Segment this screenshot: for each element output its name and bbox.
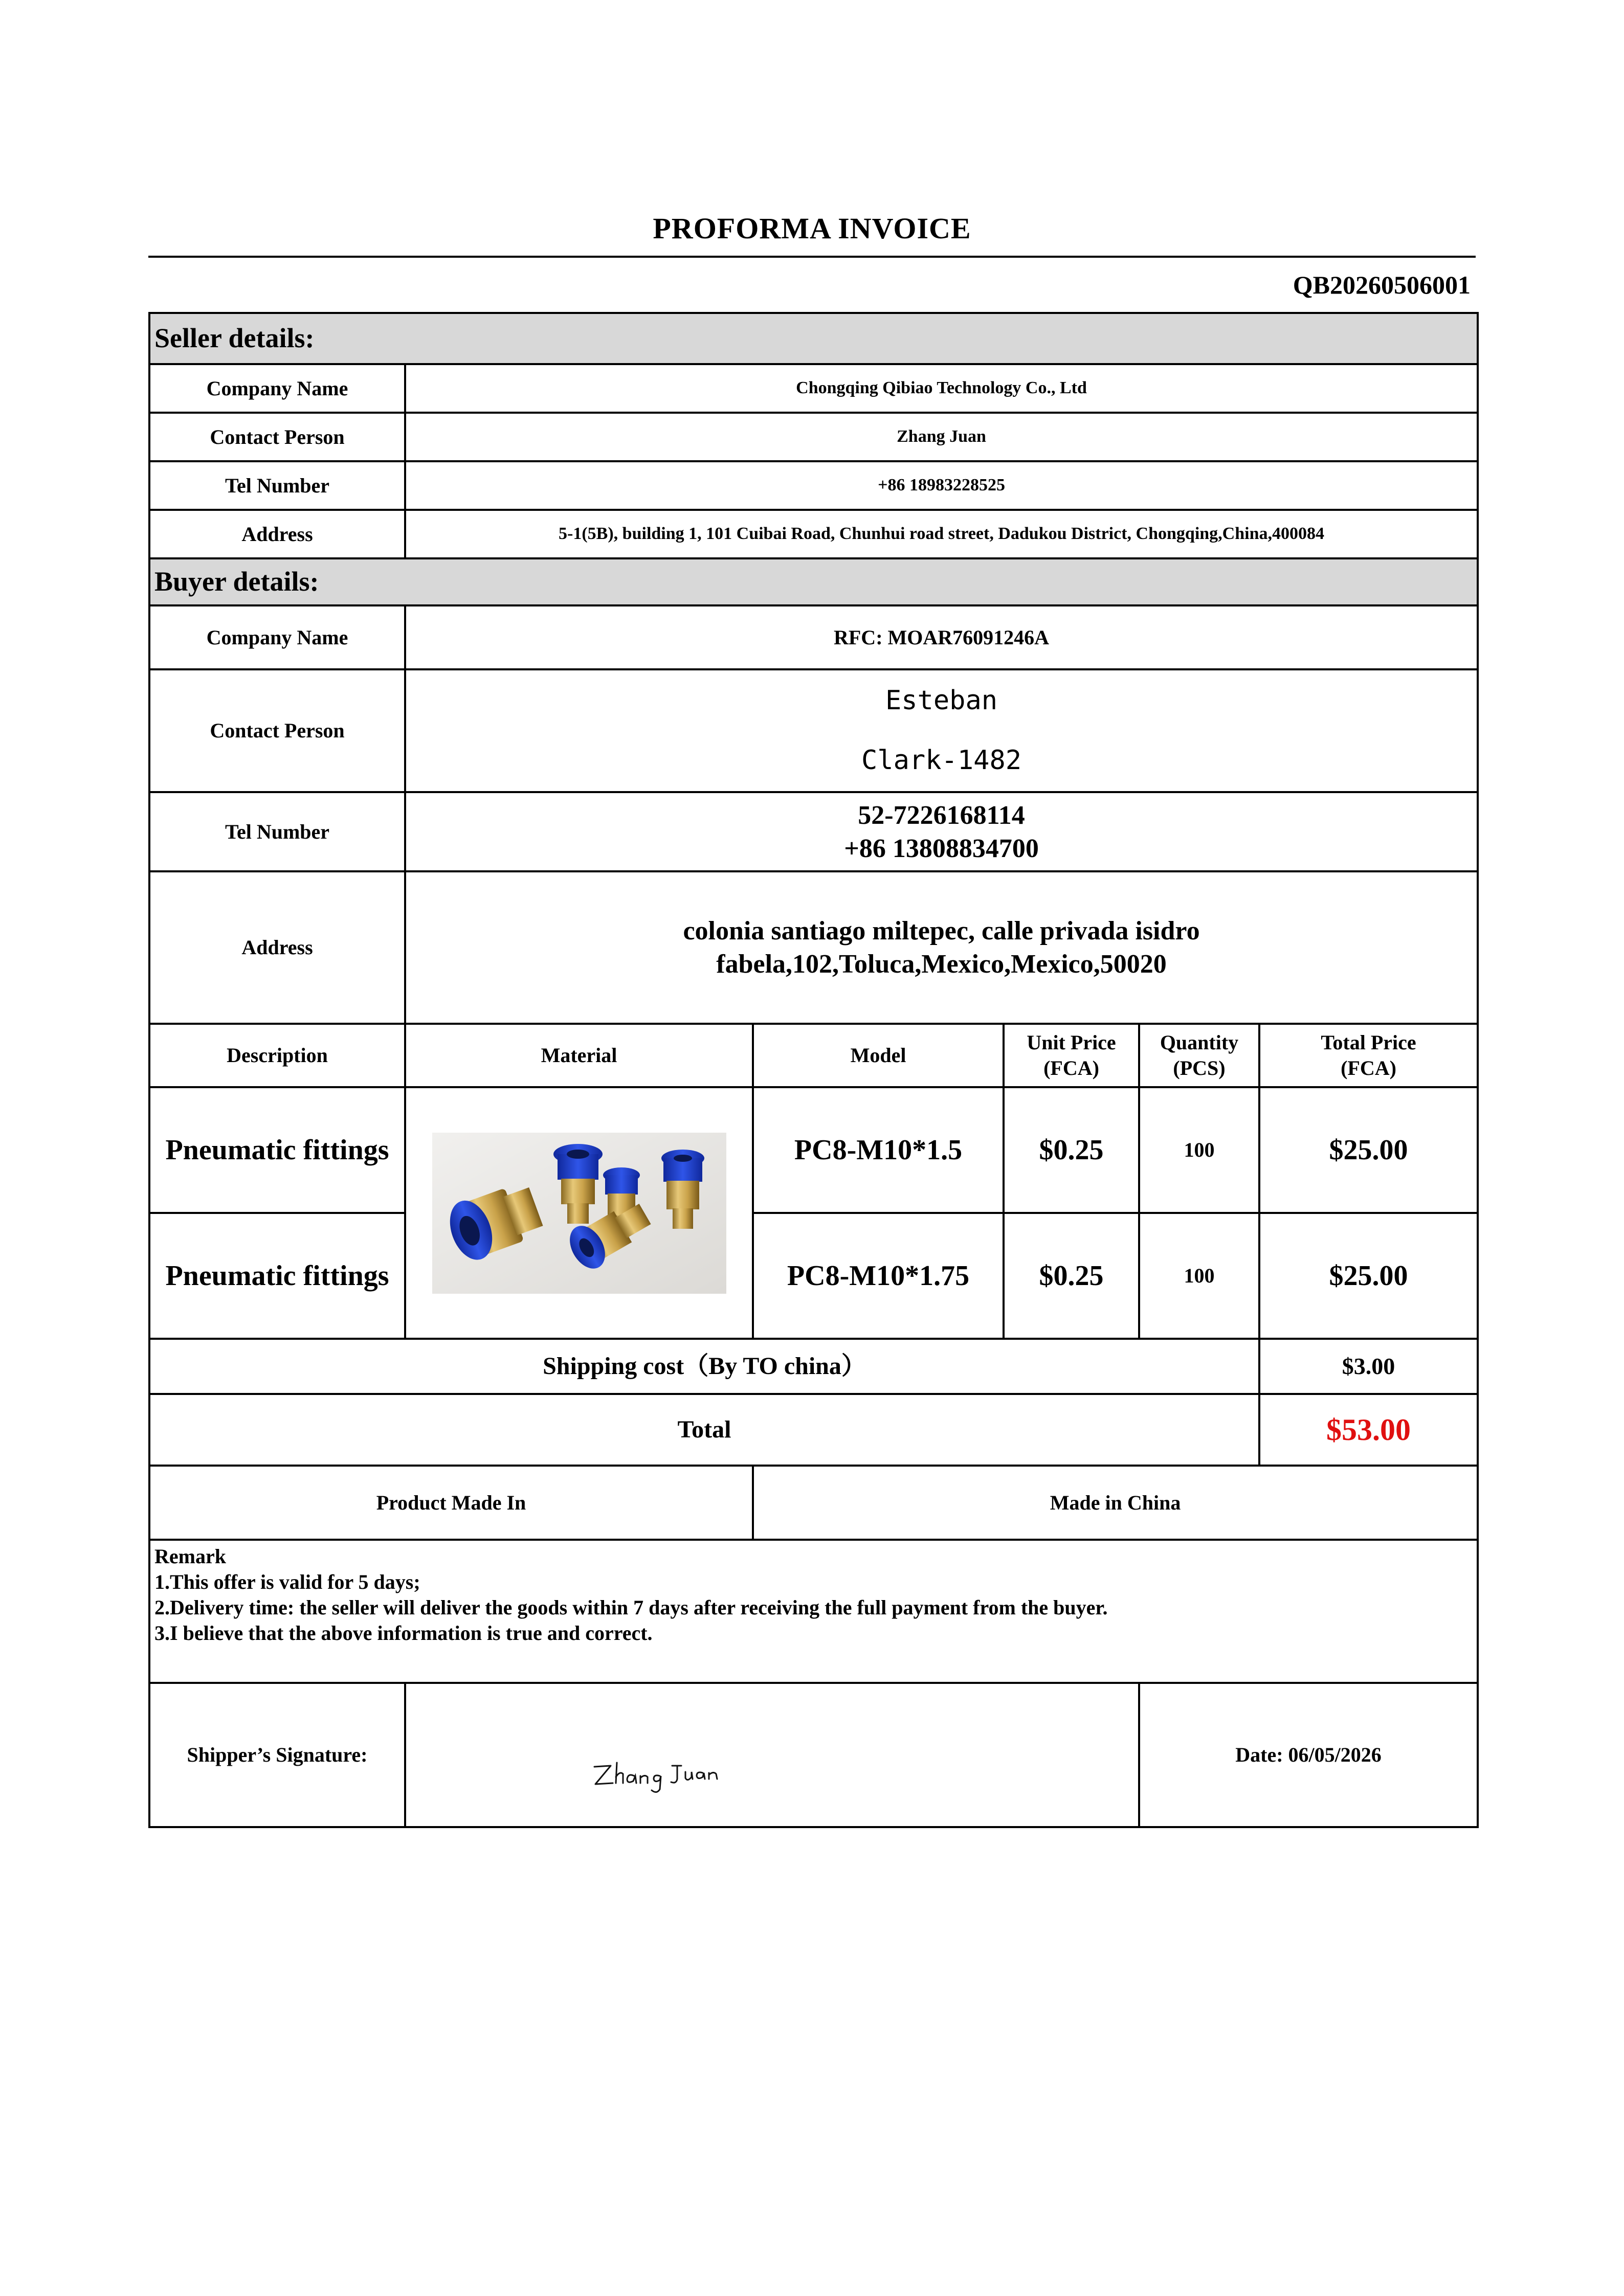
signature-cell — [405, 1683, 1139, 1827]
signature-date: Date: 06/05/2026 — [1139, 1683, 1478, 1827]
buyer-tel-label: Tel Number — [149, 792, 405, 871]
buyer-address-label: Address — [149, 871, 405, 1024]
col-unit-price — [1004, 1024, 1139, 1087]
seller-row — [149, 461, 1478, 510]
signature-row — [149, 1683, 1478, 1827]
seller-section-row — [149, 313, 1478, 364]
item-description: Pneumatic fittings — [149, 1213, 405, 1339]
handwritten-signature — [590, 1747, 723, 1793]
buyer-row — [149, 792, 1478, 871]
item-unit-price: $0.25 — [1004, 1087, 1139, 1213]
buyer-section-label: Buyer details: — [149, 558, 1478, 605]
item-model: PC8-M10*1.75 — [753, 1213, 1004, 1339]
col-total-price-line: Total Price — [1321, 1031, 1416, 1054]
col-unit-price-line: Unit Price — [1027, 1031, 1116, 1054]
origin-label: Product Made In — [149, 1466, 753, 1540]
buyer-row — [149, 669, 1478, 792]
buyer-address-line: colonia santiago miltepec, calle privada isidro — [683, 916, 1200, 946]
item-total-price: $25.00 — [1259, 1087, 1478, 1213]
buyer-address-value — [405, 871, 1478, 1024]
seller-address-value: 5-1(5B), building 1, 101 Cuibai Road, Chunhui road street, Dadukou District, Chongqing,China,400084 — [405, 510, 1478, 558]
buyer-tel-value — [405, 792, 1478, 871]
col-total-price-line: (FCA) — [1341, 1056, 1396, 1079]
origin-value: Made in China — [753, 1466, 1478, 1540]
item-unit-price: $0.25 — [1004, 1213, 1139, 1339]
item-model: PC8-M10*1.5 — [753, 1087, 1004, 1213]
buyer-contact-line: Clark-1482 — [861, 745, 1022, 776]
seller-row — [149, 413, 1478, 461]
seller-address-label: Address — [149, 510, 405, 558]
invoice-table — [148, 312, 1479, 1828]
buyer-section-row — [149, 558, 1478, 605]
col-quantity-line: (PCS) — [1173, 1056, 1226, 1079]
total-value: $53.00 — [1259, 1394, 1478, 1466]
buyer-contact-label: Contact Person — [149, 669, 405, 792]
total-row — [149, 1394, 1478, 1466]
buyer-company-label: Company Name — [149, 605, 405, 669]
item-description: Pneumatic fittings — [149, 1087, 405, 1213]
item-row — [149, 1087, 1478, 1213]
col-material: Material — [405, 1024, 753, 1087]
invoice-number: QB20260506001 — [1293, 271, 1471, 299]
seller-tel-value: +86 18983228525 — [405, 461, 1478, 510]
seller-row — [149, 364, 1478, 413]
material-image-cell — [405, 1087, 753, 1339]
col-total-price — [1259, 1024, 1478, 1087]
buyer-company-value: RFC: MOAR76091246A — [405, 605, 1478, 669]
signature-label: Shipper’s Signature: — [149, 1683, 405, 1827]
remark-line: 2.Delivery time: the seller will deliver the goods within 7 days after receiving the full payment from the buyer. — [154, 1596, 1108, 1619]
remark-block — [149, 1540, 1478, 1683]
col-description: Description — [149, 1024, 405, 1087]
seller-contact-label: Contact Person — [149, 413, 405, 461]
buyer-tel-line: 52-7226168114 — [858, 800, 1025, 830]
title-rule — [148, 256, 1476, 258]
buyer-row — [149, 871, 1478, 1024]
buyer-row — [149, 605, 1478, 669]
item-quantity: 100 — [1139, 1087, 1259, 1213]
item-total-price: $25.00 — [1259, 1213, 1478, 1339]
shipping-label: Shipping cost（By TO china） — [149, 1339, 1259, 1394]
shipping-row — [149, 1339, 1478, 1394]
seller-company-value: Chongqing Qibiao Technology Co., Ltd — [405, 364, 1478, 413]
seller-section-label: Seller details: — [149, 313, 1478, 364]
invoice-title: PROFORMA INVOICE — [653, 212, 971, 245]
remark-line: 3.I believe that the above information is true and correct. — [154, 1622, 653, 1645]
remark-row — [149, 1540, 1478, 1683]
shipping-value: $3.00 — [1259, 1339, 1478, 1394]
item-row — [149, 1213, 1478, 1339]
total-label: Total — [149, 1394, 1259, 1466]
buyer-contact-value — [405, 669, 1478, 792]
items-header-row — [149, 1024, 1478, 1087]
seller-company-label: Company Name — [149, 364, 405, 413]
buyer-address-line: fabela,102,Toluca,Mexico,Mexico,50020 — [716, 950, 1167, 979]
col-model: Model — [753, 1024, 1004, 1087]
col-quantity-line: Quantity — [1160, 1031, 1239, 1054]
seller-row — [149, 510, 1478, 558]
buyer-tel-line: +86 13808834700 — [844, 834, 1039, 863]
pneumatic-fittings-photo — [432, 1133, 726, 1294]
seller-tel-label: Tel Number — [149, 461, 405, 510]
item-quantity: 100 — [1139, 1213, 1259, 1339]
origin-row — [149, 1466, 1478, 1540]
remark-line: 1.This offer is valid for 5 days; — [154, 1570, 420, 1593]
buyer-contact-line: Esteban — [885, 685, 998, 716]
col-quantity — [1139, 1024, 1259, 1087]
col-unit-price-line: (FCA) — [1043, 1056, 1099, 1079]
seller-contact-value: Zhang Juan — [405, 413, 1478, 461]
remark-title: Remark — [154, 1545, 226, 1568]
